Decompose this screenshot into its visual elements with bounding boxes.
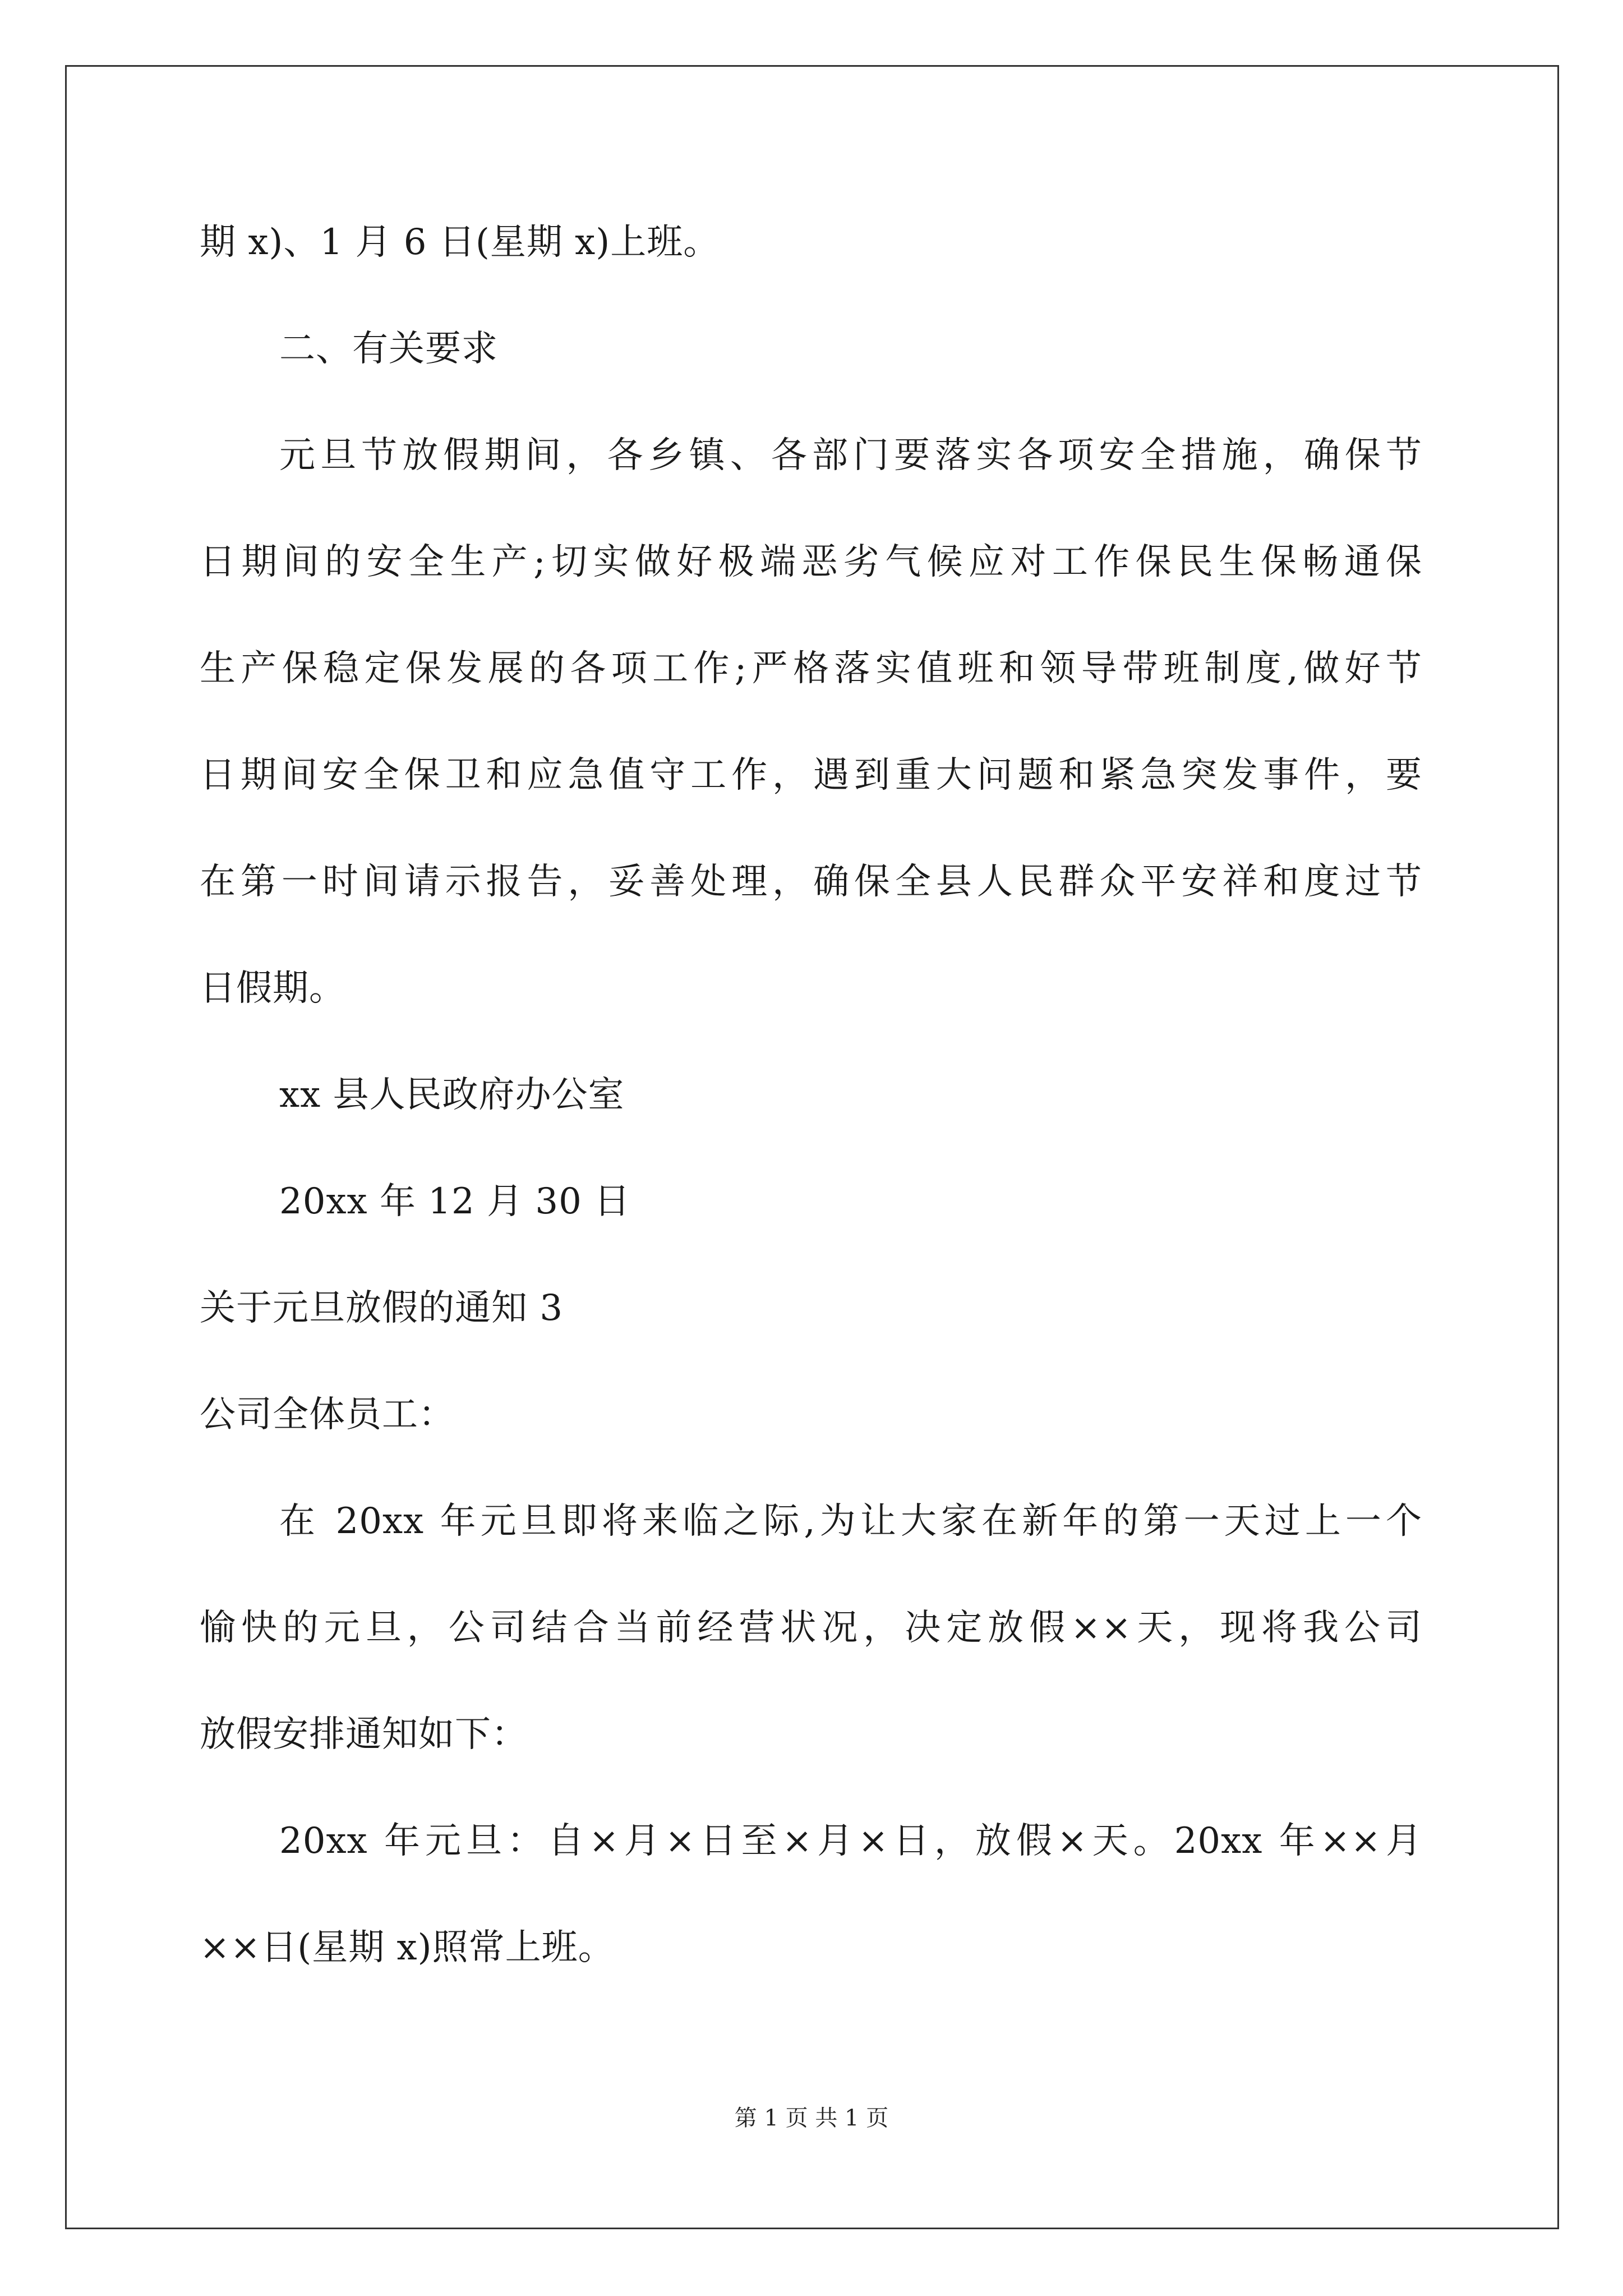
page-border <box>65 65 1559 2229</box>
paragraph-line: ××日(星期 x)照常上班。 <box>200 1927 615 1968</box>
paragraph-line: 愉快的元旦，公司结合当前经营状况，决定放假××天，现将我公司 <box>200 1607 1422 1649</box>
notice-title: 关于元旦放假的通知 3 <box>200 1287 564 1329</box>
paragraph-line: 日假期。 <box>200 968 345 1009</box>
section-heading: 二、有关要求 <box>279 328 498 370</box>
paragraph-line: 生产保稳定保发展的各项工作;严格落实值班和领导带班制度,做好节 <box>200 648 1422 689</box>
salutation: 公司全体员工： <box>200 1394 455 1435</box>
paragraph-line: 20xx 年元旦：自×月×日至×月×日，放假×天。20xx 年××月 <box>279 1820 1422 1862</box>
text-line: 期 x)、1 月 6 日(星期 x)上班。 <box>200 222 720 263</box>
paragraph-line: 日期间安全保卫和应急值守工作，遇到重大问题和紧急突发事件，要 <box>200 754 1422 796</box>
page-number: 第 1 页 共 1 页 <box>734 2105 889 2131</box>
paragraph-line: 在第一时间请示报告，妥善处理，确保全县人民群众平安祥和度过节 <box>200 861 1422 903</box>
signature-office: xx 县人民政府办公室 <box>279 1074 625 1116</box>
paragraph-line: 放假安排通知如下： <box>200 1714 528 1755</box>
signature-date: 20xx 年 12 月 30 日 <box>279 1181 631 1222</box>
paragraph-line: 在 20xx 年元旦即将来临之际,为让大家在新年的第一天过上一个 <box>279 1501 1422 1542</box>
paragraph-line: 元旦节放假期间，各乡镇、各部门要落实各项安全措施，确保节 <box>279 435 1422 476</box>
paragraph-line: 日期间的安全生产;切实做好极端恶劣气候应对工作保民生保畅通保 <box>200 541 1422 583</box>
